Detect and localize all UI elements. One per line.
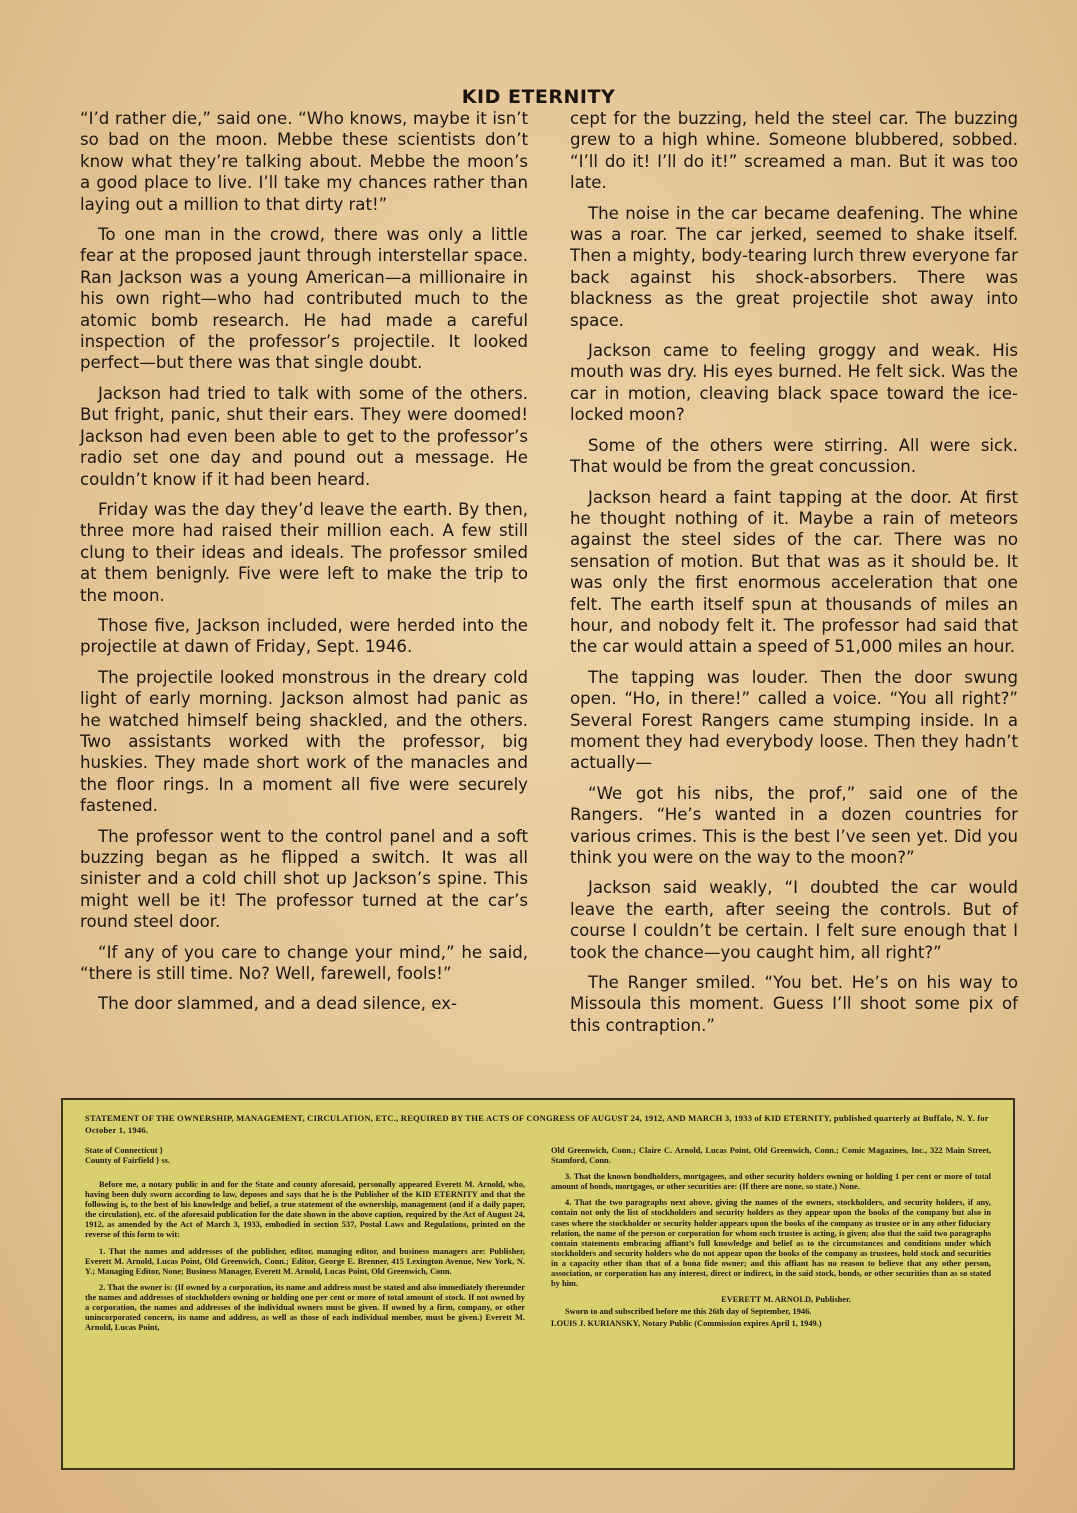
statement-right-column (551, 1146, 991, 1330)
paragraph: The tapping was louder. Then the door swung open. “Ho, in there!” called a voice. “You all right?” Several Forest Rangers came stumping inside. In a moment they had everybody loose. Then they hadn’t actually— (570, 667, 1018, 773)
paragraph: Jackson had tried to talk with some of the others. But fright, panic, shut their ears. They were doomed! Jackson had even been able to get to the professor’s radio set one day and pound out a message. He couldn’t know if it had been heard. (80, 383, 528, 489)
venue-state: State of Connecticut } (85, 1146, 163, 1155)
story-left-column (80, 108, 528, 1024)
statement-left-column (85, 1180, 525, 1339)
paragraph: Those five, Jackson included, were herded into the projectile at dawn of Friday, Sept. 1946. (80, 615, 528, 657)
paragraph: To one man in the crowd, there was only a little fear at the proposed jaunt through interstellar space. Ran Jackson was a young American—a millionaire in his own right—who had contributed much to the atomic bomb research. He had made a careful inspection of the professor’s projectile. It looked perfect—but there was that single doubt. (80, 225, 528, 373)
ownership-statement-box (61, 1098, 1015, 1470)
paragraph: Jackson came to feeling groggy and weak. His mouth was dry. His eyes burned. He felt sick. Was the car in motion, cleaving black space toward the ice-locked moon? (570, 341, 1018, 425)
publisher-signature: EVERETT M. ARNOLD, Publisher. (721, 1295, 851, 1305)
paragraph: Jackson heard a faint tapping at the door. At first he thought nothing of it. Maybe a rain of meteors against the steel sides of the car. There was no sensation of motion. But that was as it should be. It was only the first enormous acceleration that one felt. The earth itself spun at thousands of miles an hour, and nobody felt it. The professor had said that the car would attain a speed of 51,000 miles an hour. (570, 487, 1018, 657)
statement-paragraph: 3. That the known bondholders, mortgagees, and other security holders owning or holding 1 per cent or more of total amount of bonds, mortgages, or other securities are: (If there are none, so state.) None. (551, 1172, 991, 1192)
paragraph: The professor went to the control panel and a soft buzzing began as he flipped a switch. It was all sinister and a cold chill shot up Jackson’s spine. This might well be it! The professor turned at the car’s round steel door. (80, 826, 528, 932)
paragraph: “We got his nibs, the prof,” said one of the Rangers. “He’s wanted in a dozen countries for various crimes. This is the best I’ve seen yet. Did you think you were on the way to the moon?” (570, 783, 1018, 867)
paragraph: cept for the buzzing, held the steel car. The buzzing grew to a high whine. Someone blubbered, sobbed. “I’ll do it! I’ll do it!” screamed a man. But it was too late. (570, 109, 1018, 193)
paragraph: “I’d rather die,” said one. “Who knows, maybe it isn’t so bad on the moon. Mebbe these scientists don’t know what they’re talking about. Mebbe the moon’s a good place to live. I’ll take my chances rather than laying out a million to that dirty rat!” (80, 109, 528, 214)
statement-heading: STATEMENT OF THE OWNERSHIP, MANAGEMENT, CIRCULATION, ETC., REQUIRED BY THE ACTS OF CONGRESS OF AUGUST 24, 1912, AND MARCH 3, 1933 of KID ETERNITY, published quarterly at Buffalo, N. Y. for October 1, 1946. (85, 1113, 989, 1135)
paragraph: The noise in the car became deafening. The whine was a roar. The car jerked, seemed to shake itself. Then a mighty, body-tearing lurch threw everyone far back against his shock-absorbers. There was blackness as the great projectile shot away into space. (570, 203, 1018, 330)
statement-paragraph: 2. That the owner is: (If owned by a corporation, its name and address must be stated and also immediately thereunder the names and addresses of stockholders owning or holding one per cent or more of total amount of stock. If not owned by a corporation, the names and addresses of the individual owners must be given. If owned by a firm, company, or other unincorporated concern, its name and address, as well as those of each individual member, must be given.) Everett M. Arnold, Lucas Point, (85, 1282, 525, 1333)
notary-line: LOUIS J. KURIANSKY, Notary Public (Commission expires April 1, 1949.) (551, 1319, 822, 1329)
paragraph: Jackson said weakly, “I doubted the car would leave the earth, after seeing the controls. But of course I couldn’t be certain. I felt sure enough that I took the chance—you caught him, all right?” (570, 878, 1018, 962)
statement-paragraph: Old Greenwich, Conn.; Claire C. Arnold, Lucas Point, Old Greenwich, Conn.; Comic Magazines, Inc., 322 Main Street, Stamford, Conn. (551, 1146, 991, 1166)
paragraph: Friday was the day they’d leave the earth. By then, three more had raised their million each. A few still clung to their ideas and ideals. The professor smiled at them benignly. Five were left to make the trip to the moon. (80, 499, 528, 605)
paragraph: Some of the others were stirring. All were sick. That would be from the great concussion. (570, 435, 1018, 477)
page-title: KID ETERNITY (461, 86, 616, 108)
story-right-column (570, 108, 1018, 1045)
venue-county: County of Fairfield } ss. (85, 1156, 170, 1166)
statement-paragraph: Before me, a notary public in and for the State and county aforesaid, personally appeared Everett M. Arnold, who, having been duly sworn according to law, deposes and says that he is the Publisher of the KID ETERNITY and that the following is, to the best of his knowledge and belief, a true statement of the ownership, management (and if a daily paper, the circulation), etc. of the aforesaid publication for the date shown in the above caption, required by the Act of August 24, 1912, as amended by the Act of March 3, 1933, embodied in section 537, Postal Laws and Regulations, printed on the reverse of this form to wit: (85, 1180, 525, 1240)
statement-paragraph: 1. That the names and addresses of the publisher, editor, managing editor, and business managers are: Publisher, Everett M. Arnold, Lucas Point, Old Greenwich, Conn.; Editor, George E. Brenner, 415 Lexington Avenue, New York, N. Y.; Managing Editor, None; Business Manager, Everett M. Arnold, Lucas Point, Old Greenwich, Conn. (85, 1246, 525, 1276)
paragraph: “If any of you care to change your mind,” he said, “there is still time. No? Well, farewell, fools!” (80, 942, 528, 984)
statement-paragraph: 4. That the two paragraphs next above, giving the names of the owners, stockholders, and security holders, if any, contain not only the list of stockholders and security holders as they appear upon the books of the company but also in cases where the stockholder or security holder appears upon the books of the company as trustee or in any other fiduciary relation, the name of the person or corporation for whom such trustee is acting, is given; also that the said two paragraphs contain statements embracing affiant’s full knowledge and belief as to the circumstances and conditions under which stockholders and security holders who do not appear upon the books of the company as trustees, hold stock and securities in a capacity other than that of a bona fide owner; and this affiant has no reason to believe that any other person, association, or corporation has any interest, direct or indirect, in the said stock, bonds, or other securities than as so stated by him. (551, 1198, 991, 1289)
paragraph: The Ranger smiled. “You bet. He’s on his way to Missoula this moment. Guess I’ll shoot some pix of this contraption.” (570, 973, 1018, 1035)
statement-venue (85, 1146, 285, 1166)
sworn-line: Sworn to and subscribed before me this 26th day of September, 1946. (565, 1307, 812, 1317)
paragraph: The door slammed, and a dead silence, ex- (98, 994, 457, 1014)
paragraph: The projectile looked monstrous in the dreary cold light of early morning. Jackson almost had panic as he watched himself being shackled, and the others. Two assistants worked with the professor, big huskies. They made short work of the manacles and the floor rings. In a moment all five were securely fastened. (80, 667, 528, 816)
